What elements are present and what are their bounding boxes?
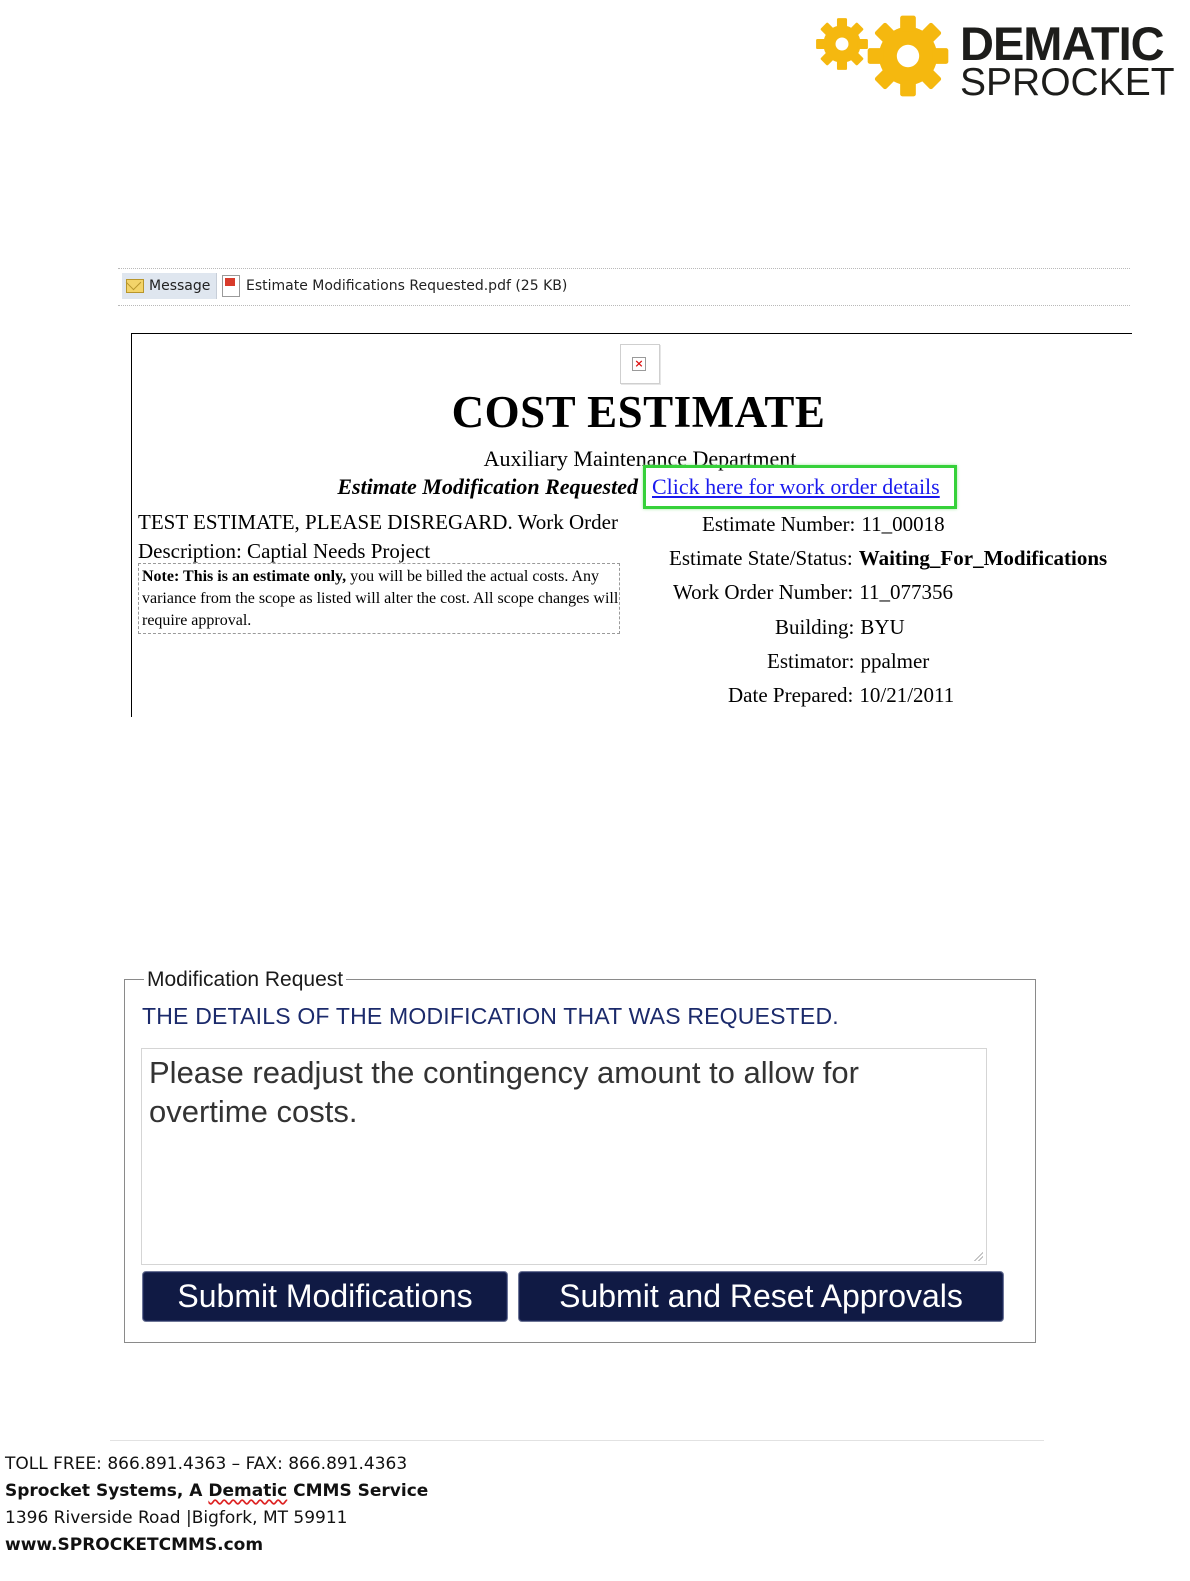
field-label: Work Order Number: (673, 580, 854, 604)
footer-company-suffix: CMMS Service (287, 1481, 429, 1501)
logo-wordmark-top: DEMATIC (960, 17, 1164, 70)
field-label: Estimate State/Status: (669, 546, 853, 570)
field-label: Estimator: (767, 649, 855, 673)
estimate-title: COST ESTIMATE (451, 387, 826, 437)
footer-divider (110, 1440, 1044, 1441)
estimate-note-text: you will be billed the actual costs. Any variance from the scope as listed will alter the cost. All scope changes will require approval. (142, 568, 619, 629)
field-value: 11_00018 (861, 512, 945, 536)
estimate-status-heading: Estimate Modification Requested (337, 474, 638, 499)
field-value: ppalmer (860, 649, 930, 673)
broken-image-placeholder (620, 344, 660, 384)
field-label: Date Prepared: (728, 683, 854, 707)
work-order-details-link[interactable]: Click here for work order details (652, 474, 940, 499)
estimate-note-bold: Note: This is an estimate only, (142, 568, 347, 585)
field-estimate-status (669, 546, 1107, 571)
field-date-prepared (728, 683, 954, 708)
estimate-department: Auxiliary Maintenance Department (483, 446, 797, 471)
message-tab[interactable] (122, 273, 217, 299)
dematic-sprocket-logo (812, 6, 1182, 106)
logo-wordmark-bottom: SPROCKET (960, 61, 1175, 104)
footer-address: 1396 Riverside Road |Bigfork, MT 59911 (5, 1508, 348, 1528)
field-estimator (767, 649, 929, 674)
submit-and-reset-approvals-button[interactable]: Submit and Reset Approvals (518, 1271, 1004, 1322)
footer-phone: TOLL FREE: 866.891.4363 – FAX: 866.891.4363 (5, 1454, 408, 1474)
envelope-icon (126, 279, 144, 293)
pdf-attachment[interactable] (222, 273, 567, 299)
broken-image-icon: × (632, 357, 646, 371)
cost-estimate-panel (131, 333, 1132, 717)
modification-request-legend: Modification Request (144, 968, 346, 992)
field-value: 10/21/2011 (859, 683, 955, 707)
message-tab-label: Message (149, 278, 211, 294)
modification-textarea[interactable] (141, 1048, 987, 1265)
field-value: Waiting_For_Modifications (858, 546, 1108, 570)
attachment-bar (118, 268, 1130, 306)
estimate-note (138, 563, 620, 634)
modification-request-description: THE DETAILS OF THE MODIFICATION THAT WAS REQUESTED. (142, 1003, 839, 1029)
pdf-file-icon (222, 275, 240, 297)
footer (5, 1451, 428, 1559)
field-label: Estimate Number: (702, 512, 856, 536)
footer-company-prefix: Sprocket Systems, A (5, 1481, 209, 1501)
field-value: 11_077356 (859, 580, 953, 604)
pdf-attachment-label: Estimate Modifications Requested.pdf (25 KB) (246, 278, 568, 294)
field-label: Building: (775, 615, 855, 639)
field-work-order-number (673, 580, 953, 605)
estimate-description: TEST ESTIMATE, PLEASE DISREGARD. Work Order Description: Captial Needs Project (138, 510, 618, 563)
gear-icon (812, 6, 962, 106)
field-value: BYU (860, 615, 905, 639)
submit-modifications-button[interactable]: Submit Modifications (142, 1271, 508, 1322)
field-building (775, 615, 905, 640)
field-estimate-number (702, 512, 945, 537)
modification-text: Please readjust the contingency amount to allow for overtime costs. (149, 1055, 859, 1129)
resize-grip-icon[interactable] (973, 1251, 983, 1261)
footer-company (5, 1478, 428, 1505)
footer-company-brand: Dematic (208, 1481, 288, 1501)
footer-website-link[interactable]: www.SPROCKETCMMS.com (5, 1535, 264, 1555)
